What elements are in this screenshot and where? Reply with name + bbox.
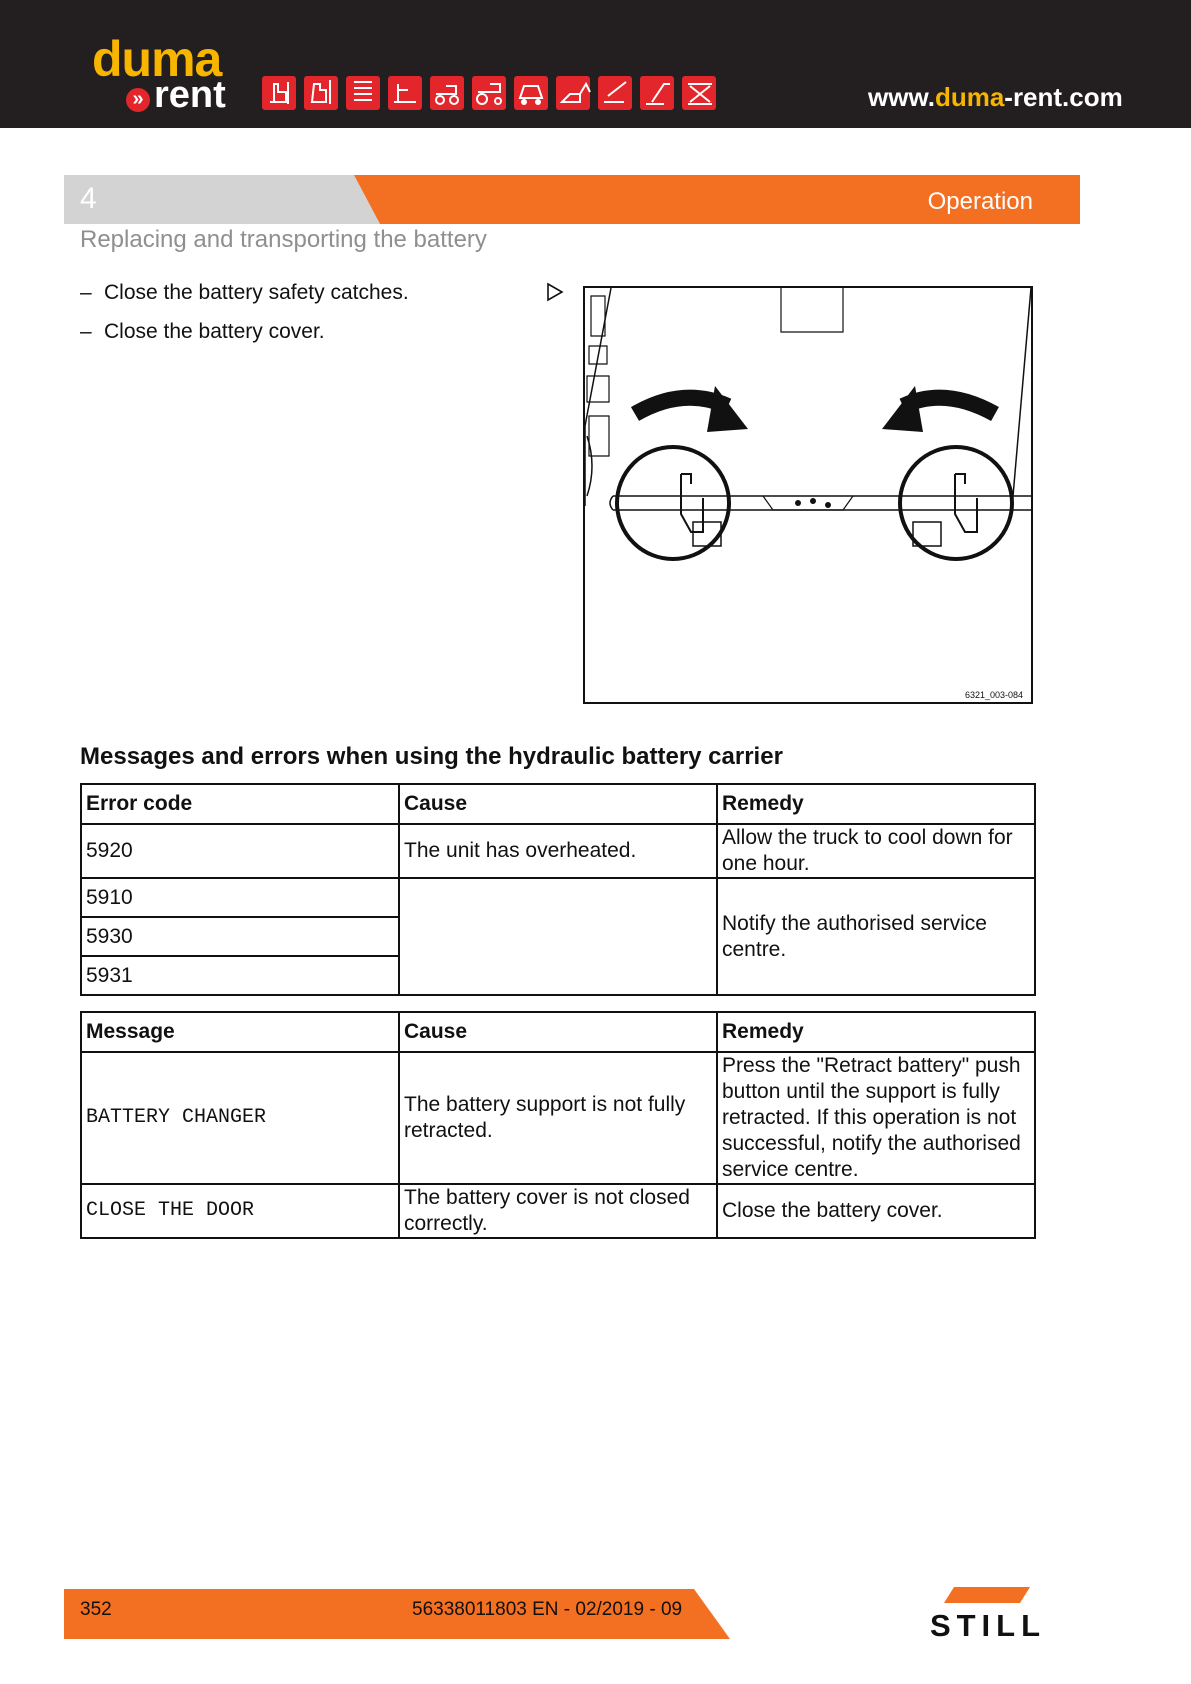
table-row: [81, 1184, 1035, 1238]
reach-truck-icon: [304, 76, 338, 110]
chapter-title: Operation: [927, 188, 1033, 215]
cause-cell: [399, 878, 717, 995]
remedy-cell: Allow the truck to cool down for one hour.: [717, 824, 1035, 878]
logo-rent-text: [126, 76, 226, 114]
page-number: 352: [80, 1599, 112, 1620]
url-highlight: duma: [934, 82, 1005, 112]
table-header-row: [81, 784, 1035, 824]
table-row: [81, 878, 1035, 917]
logo-rent-label: rent: [154, 74, 226, 116]
triangle-right-icon: [546, 282, 564, 302]
message-cell: CLOSE THE DOOR: [81, 1184, 399, 1238]
url-prefix: www.: [868, 82, 935, 112]
header-remedy: Remedy: [717, 1012, 1035, 1052]
remedy-cell: Close the battery cover.: [717, 1184, 1035, 1238]
step-dash: –: [80, 320, 92, 343]
step-list: [80, 278, 409, 356]
figure-id: 6321_003-084: [964, 690, 1023, 700]
error-code-cell: 5930: [81, 917, 399, 956]
boom-lift-icon: [640, 76, 674, 110]
loader-icon: [430, 76, 464, 110]
step-text: Close the battery safety catches.: [104, 281, 409, 304]
step-text: Close the battery cover.: [104, 320, 325, 343]
header-cause: Cause: [399, 784, 717, 824]
header-remedy: Remedy: [717, 784, 1035, 824]
step-dash: –: [80, 281, 92, 304]
messages-heading: Messages and errors when using the hydraulic battery carrier: [80, 743, 783, 770]
header-cause: Cause: [399, 1012, 717, 1052]
pallet-truck-icon: [388, 76, 422, 110]
message-table: [80, 1011, 1036, 1239]
cause-cell: The battery cover is not closed correctly.: [399, 1184, 717, 1238]
website-url: [868, 82, 1123, 113]
stacker-icon: [346, 76, 380, 110]
cause-cell: The battery support is not fully retracted.: [399, 1052, 717, 1184]
remedy-cell: Notify the authorised service centre.: [717, 878, 1035, 995]
logo-duma-text: duma: [92, 31, 222, 87]
list-item: [80, 278, 409, 317]
error-code-cell: 5910: [81, 878, 399, 917]
message-cell: BATTERY CHANGER: [81, 1052, 399, 1184]
scissor-lift-icon: [682, 76, 716, 110]
error-code-cell: 5920: [81, 824, 399, 878]
forklift-icon: [262, 76, 296, 110]
excavator-icon: [556, 76, 590, 110]
header-message: Message: [81, 1012, 399, 1052]
document-reference: 56338011803 EN - 02/2019 - 09: [412, 1599, 683, 1620]
equipment-icons-strip: [262, 76, 718, 110]
section-title: Replacing and transporting the battery: [80, 226, 487, 253]
header-error-code: Error code: [81, 784, 399, 824]
error-code-cell: 5931: [81, 956, 399, 995]
telehandler-icon: [598, 76, 632, 110]
logo-arrow-icon: »: [126, 88, 150, 112]
tractor-icon: [472, 76, 506, 110]
table-row: [81, 1052, 1035, 1184]
table-header-row: [81, 1012, 1035, 1052]
remedy-cell: Press the "Retract battery" push button until the support is fully retracted. If this operation is not successful, notify the authorised service centre.: [717, 1052, 1035, 1184]
still-logo: [894, 1587, 1082, 1639]
list-item: [80, 317, 409, 356]
url-suffix: -rent.com: [1004, 82, 1123, 112]
header-bar: [0, 0, 1191, 128]
dumper-icon: [514, 76, 548, 110]
cause-cell: The unit has overheated.: [399, 824, 717, 878]
error-code-table: [80, 783, 1036, 996]
table-row: [81, 824, 1035, 878]
chapter-number: 4: [80, 182, 97, 215]
still-logo-text: STILL: [929, 1608, 1047, 1639]
battery-catches-illustration: [583, 286, 1033, 704]
